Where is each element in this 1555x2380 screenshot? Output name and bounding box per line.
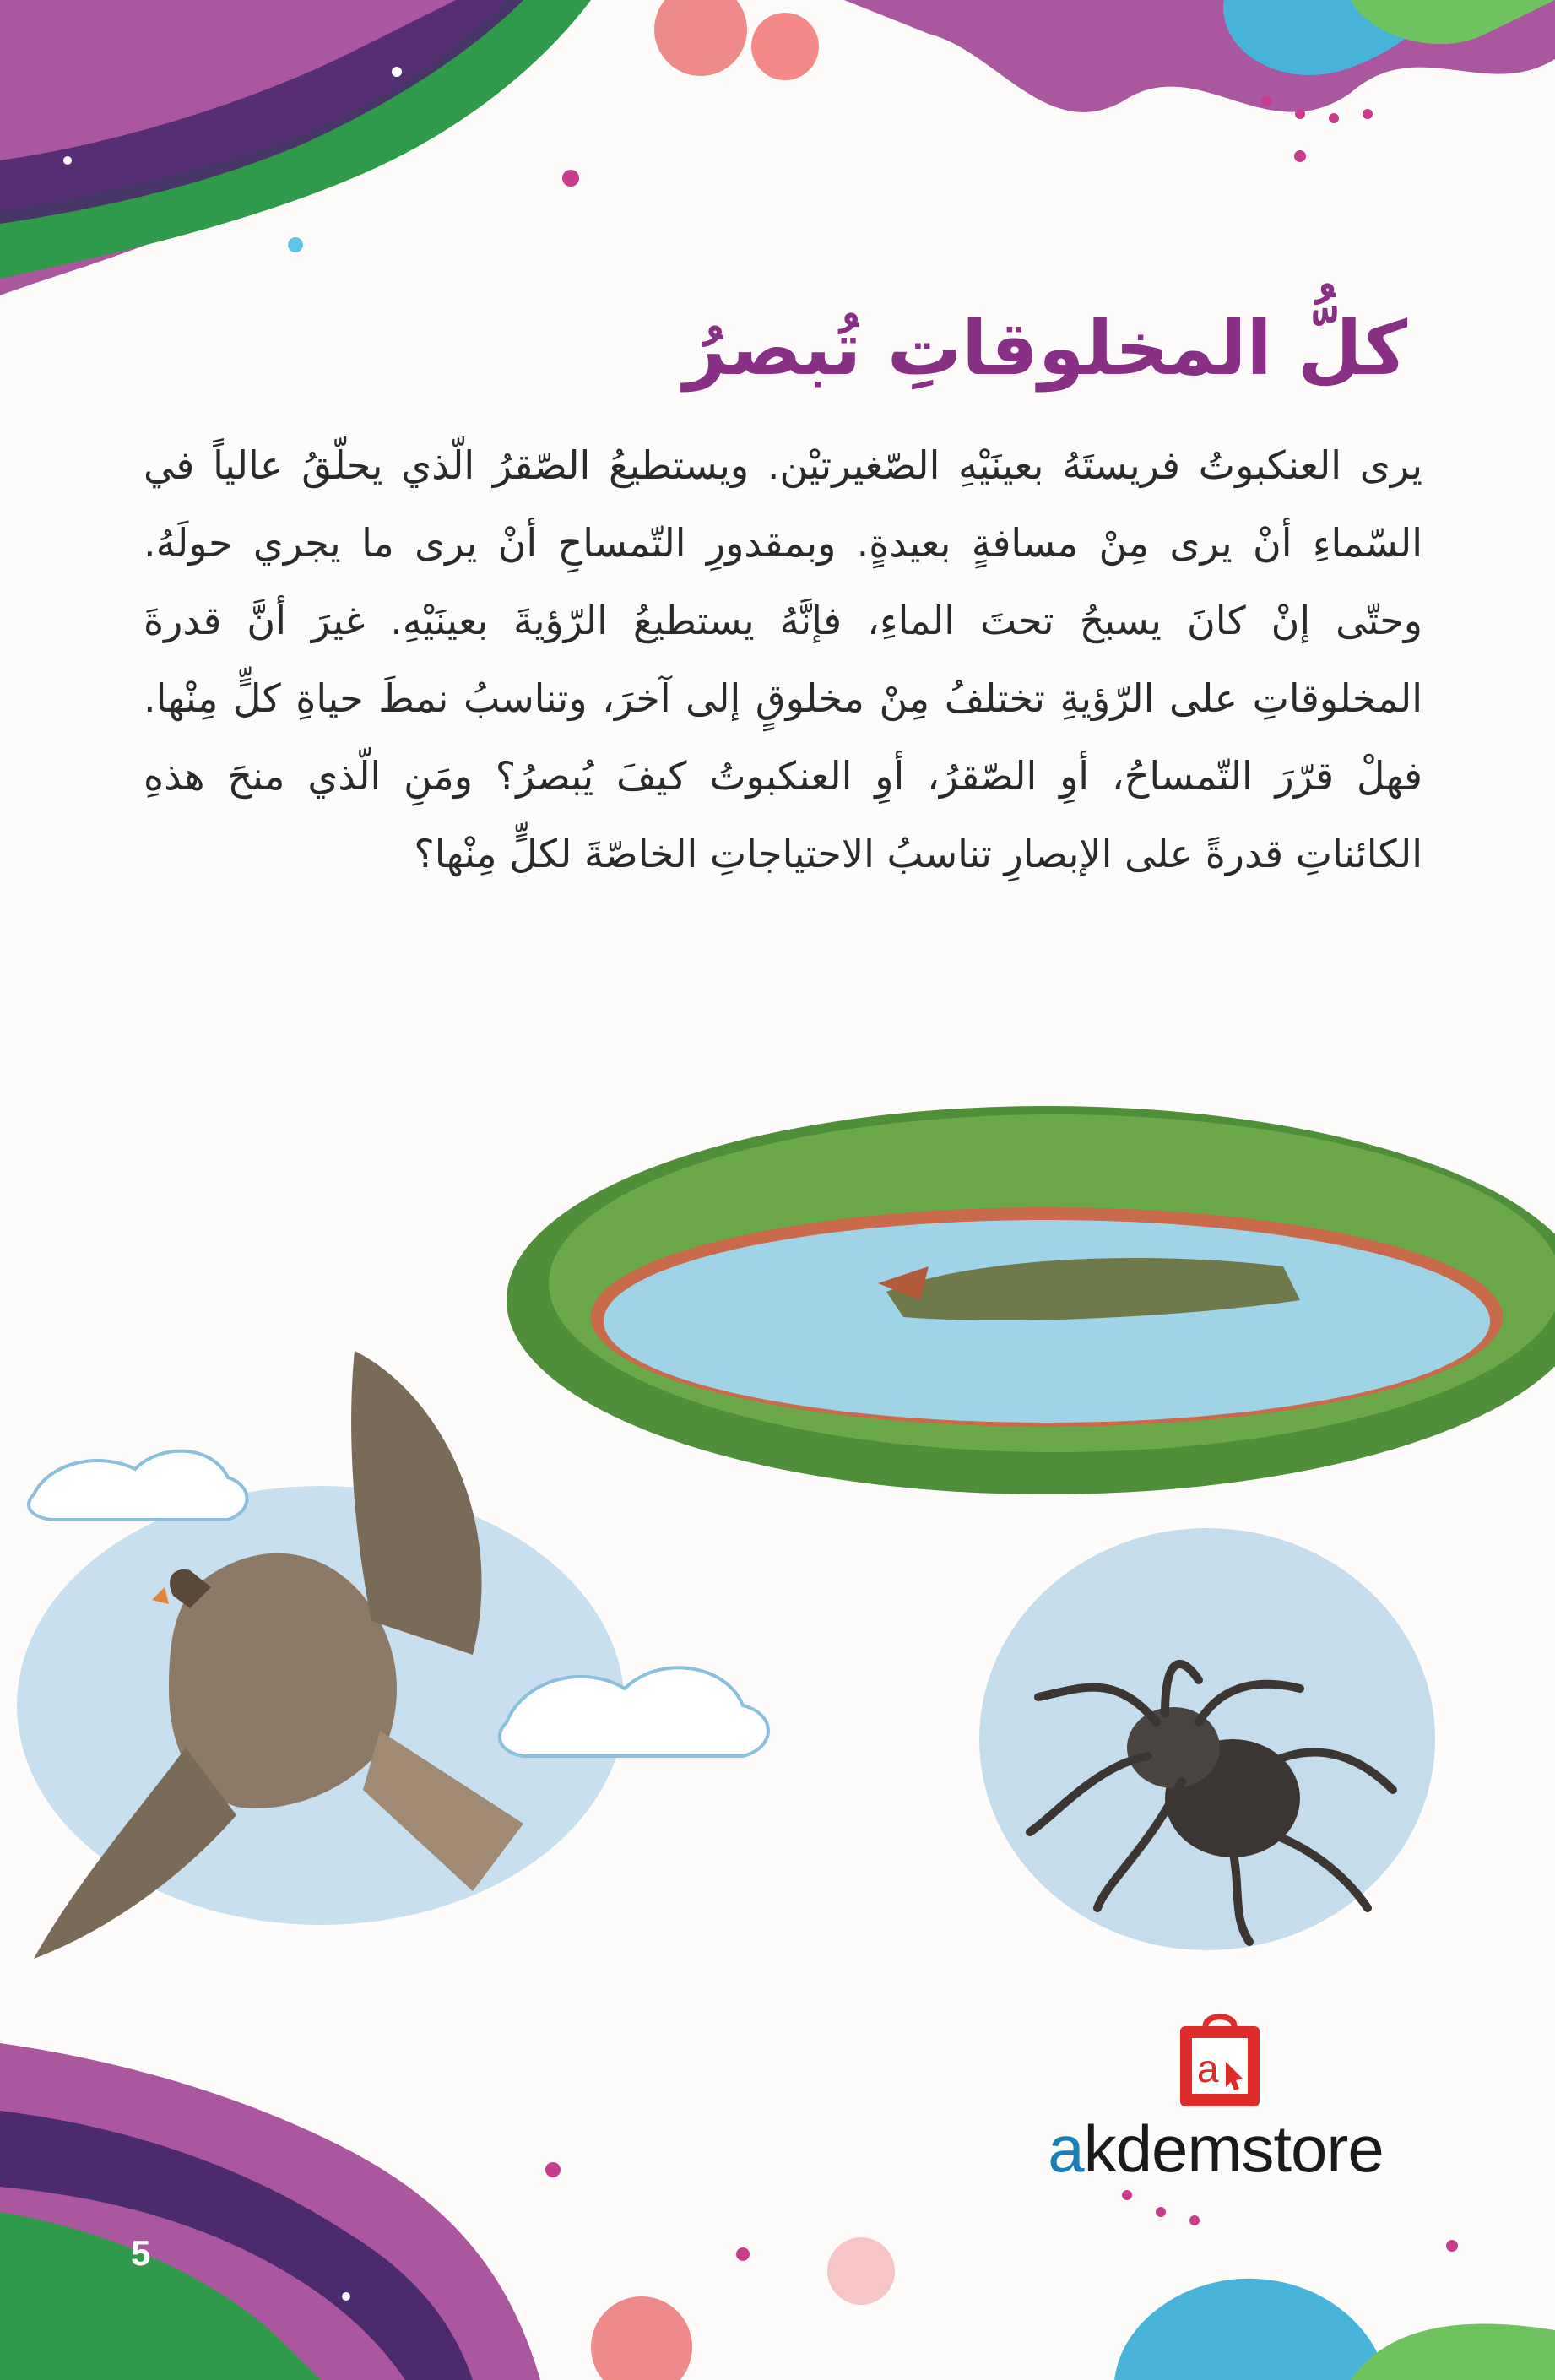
watermark-rest: kdemstore [1083, 2112, 1384, 2186]
body-paragraph: يرى العنكبوتُ فريستَهُ بعينَيْهِ الصّغيرتيْن. ويستطيعُ الصّقرُ الّذي يحلّقُ عالياً في السّماءِ أنْ يرى مِنْ مسافةٍ بعيدةٍ. وبمقدورِ التّمساحِ أنْ يرى ما يجري حولَهُ. وحتّى إنْ كانَ يسبحُ تحتَ الماءِ، فإنَّهُ يستطيعُ الرّؤيةَ بعينَيْهِ. غيرَ أنَّ قدرةَ المخلوقاتِ على الرّؤيةِ تختلفُ مِنْ مخلوقٍ إلى آخرَ، وتناسبُ نمطَ حياةِ كلٍّ مِنْها. فهلْ قرّرَ التّمساحُ، أوِ الصّقرُ، أوِ العنكبوتُ كيفَ يُبصرُ؟ ومَنِ الّذي منحَ هذهِ الكائناتِ قدرةً على الإبصارِ تناسبُ الاحتياجاتِ الخاصّةَ لكلٍّ مِنْها؟ [144, 442, 1422, 876]
spider-illustration [979, 1528, 1435, 1950]
book-cart-icon [1173, 2009, 1266, 2111]
page-number: 5 [131, 2233, 151, 2273]
top-decorative-border [0, 0, 1555, 321]
animals-illustration [0, 1038, 1555, 2009]
watermark-logo [996, 2009, 1435, 2195]
crocodile-pond-illustration [507, 1106, 1555, 1494]
eagle-illustration [17, 1351, 768, 1959]
logo-icon-letter: a [1197, 2047, 1219, 2090]
watermark-text [996, 2111, 1435, 2188]
watermark-prefix: a [1048, 2112, 1084, 2186]
page-title: كلُّ المخلوقاتِ تُبصرُ [683, 305, 1407, 392]
